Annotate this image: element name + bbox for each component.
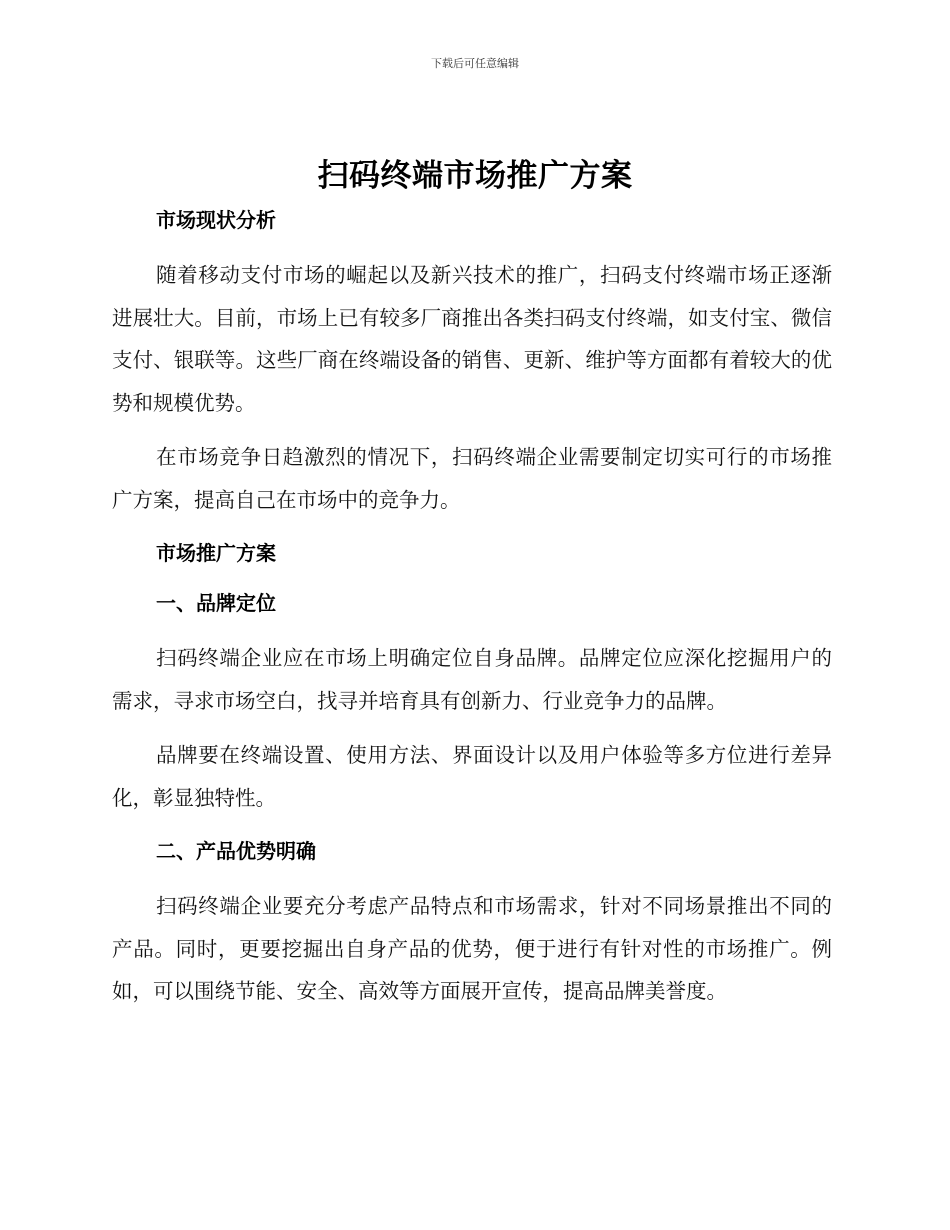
paragraph-market-status-1: 随着移动支付市场的崛起以及新兴技术的推广，扫码支付终端市场正逐渐进展壮大。目前，市场上已有较多厂商推出各类扫码支付终端，如支付宝、微信支付、银联等。这些厂商在终端设备的销售、更新、维护等方面都有着较大的优势和规模优势。 [112, 263, 832, 415]
document-title: 扫码终端市场推广方案 [317, 158, 633, 194]
page-header-note: 下载后可任意编辑 [431, 57, 519, 70]
document-body [112, 204, 832, 1013]
section-heading-product-advantage: 二、产品优势明确 [156, 839, 316, 863]
paragraph-market-status-2: 在市场竞争日趋激烈的情况下，扫码终端企业需要制定切实可行的市场推广方案，提高自己在市场中的竞争力。 [112, 445, 832, 512]
section-heading-promotion-plan: 市场推广方案 [156, 541, 276, 565]
section-heading-market-status: 市场现状分析 [156, 208, 276, 232]
section-heading-brand-positioning: 一、品牌定位 [156, 591, 276, 615]
paragraph-brand-positioning-1: 扫码终端企业应在市场上明确定位自身品牌。品牌定位应深化挖掘用户的需求，寻求市场空白，找寻并培育具有创新力、行业竞争力的品牌。 [112, 646, 832, 713]
paragraph-product-advantage-1: 扫码终端企业要充分考虑产品特点和市场需求，针对不同场景推出不同的产品。同时，更要挖掘出自身产品的优势，便于进行有针对性的市场推广。例如，可以围绕节能、安全、高效等方面展开宣传，提高品牌美誉度。 [112, 894, 832, 1003]
paragraph-brand-positioning-2: 品牌要在终端设置、使用方法、界面设计以及用户体验等多方位进行差异化，彰显独特性。 [112, 743, 832, 810]
